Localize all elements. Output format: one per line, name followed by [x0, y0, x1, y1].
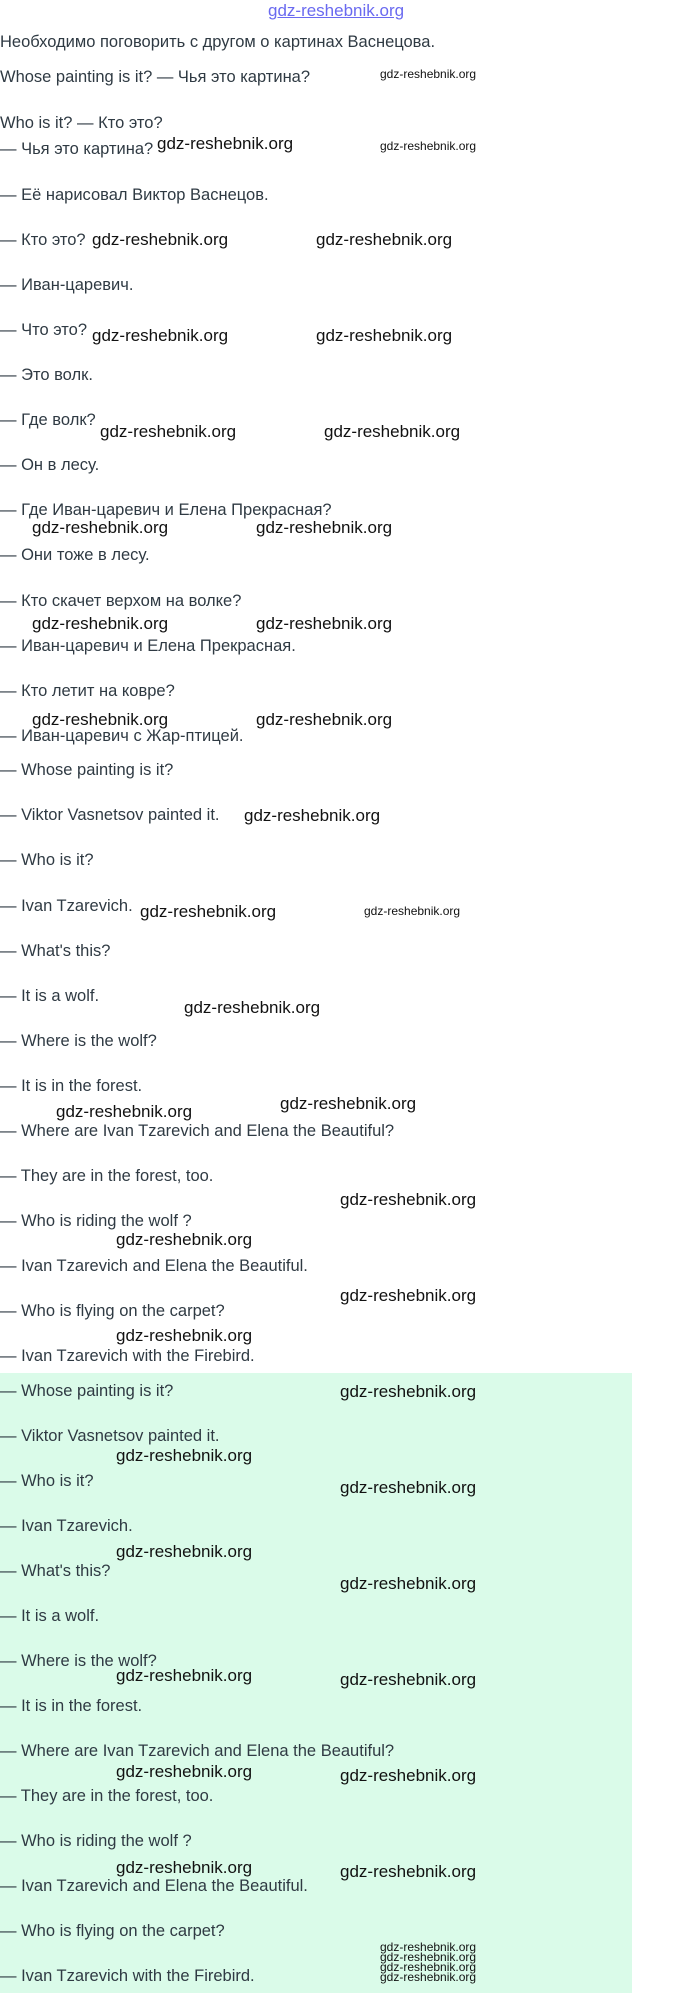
watermark: gdz-reshebnik.org — [92, 230, 229, 249]
dialog-line-en: — What's this? — [0, 942, 111, 960]
watermark: gdz-reshebnik.org — [280, 1094, 417, 1113]
watermark: gdz-reshebnik.org — [316, 326, 453, 345]
dialog-line-en: — Whose painting is it? — [0, 761, 174, 779]
watermark: gdz-reshebnik.org — [116, 1446, 253, 1465]
watermark: gdz-reshebnik.org — [380, 67, 477, 81]
answer-line: — What's this? — [0, 1562, 111, 1580]
answer-line: — Where are Ivan Tzarevich and Elena the Beautiful? — [0, 1742, 395, 1760]
dialog-line-ru: — Что это? — [0, 321, 87, 339]
dialog-line-ru: — Иван-царевич и Елена Прекрасная. — [0, 637, 296, 655]
answer-line: — Who is riding the wolf ? — [0, 1832, 192, 1850]
answer-line: — Ivan Tzarevich. — [0, 1517, 133, 1535]
watermark: gdz-reshebnik.org — [32, 518, 169, 537]
watermark: gdz-reshebnik.org — [244, 806, 381, 825]
watermark: gdz-reshebnik.org — [256, 710, 393, 729]
answer-line: — Viktor Vasnetsov painted it. — [0, 1427, 220, 1445]
watermark: gdz-reshebnik.org — [116, 1230, 253, 1249]
dialog-line-en: — It is a wolf. — [0, 987, 100, 1005]
answer-line: — Where is the wolf? — [0, 1652, 157, 1670]
watermark: gdz-reshebnik.org — [340, 1670, 477, 1689]
watermark: gdz-reshebnik.org — [116, 1542, 253, 1561]
watermark: gdz-reshebnik.org — [32, 614, 169, 633]
watermark: gdz-reshebnik.org — [340, 1478, 477, 1497]
watermark: gdz-reshebnik.org — [256, 614, 393, 633]
dialog-line-ru: — Чья это картина? — [0, 140, 154, 158]
watermark: gdz-reshebnik.org — [380, 1960, 477, 1974]
watermark: gdz-reshebnik.org — [116, 1762, 253, 1781]
watermark: gdz-reshebnik.org — [324, 422, 461, 441]
intro-text: Необходимо поговорить с другом о картинах Васнецова. — [0, 33, 436, 51]
watermark: gdz-reshebnik.org — [184, 998, 321, 1017]
watermark: gdz-reshebnik.org — [316, 230, 453, 249]
answer-line: — It is in the forest. — [0, 1697, 143, 1715]
dialog-line-en: — Who is it? — [0, 851, 94, 869]
dialog-line-ru: — Они тоже в лесу. — [0, 546, 150, 564]
dialog-line-en: — Ivan Tzarevich with the Firebird. — [0, 1347, 255, 1365]
watermark: gdz-reshebnik.org — [364, 904, 461, 918]
answer-line: — Who is it? — [0, 1472, 94, 1490]
dialog-line-ru: — Кто летит на ковре? — [0, 682, 175, 700]
watermark: gdz-reshebnik.org — [92, 326, 229, 345]
watermark: gdz-reshebnik.org — [157, 134, 294, 153]
watermark: gdz-reshebnik.org — [256, 518, 393, 537]
dialog-line-en: — Who is riding the wolf ? — [0, 1212, 192, 1230]
phrase: Who is it? — Кто это? — [0, 114, 163, 132]
watermark: gdz-reshebnik.org — [56, 1102, 193, 1121]
dialog-line-ru: — Где волк? — [0, 411, 96, 429]
dialog-line-ru: — Кто это? — [0, 231, 86, 249]
dialog-line-en: — Ivan Tzarevich and Elena the Beautiful. — [0, 1257, 308, 1275]
site-link[interactable]: gdz-reshebnik.org — [268, 1, 405, 20]
dialog-line-ru: — Иван-царевич с Жар-птицей. — [0, 727, 244, 745]
dialog-line-ru: — Это волк. — [0, 366, 93, 384]
answer-line: — Who is flying on the carpet? — [0, 1922, 225, 1940]
watermark: gdz-reshebnik.org — [116, 1858, 253, 1877]
dialog-line-ru: — Иван-царевич. — [0, 276, 134, 294]
watermark: gdz-reshebnik.org — [380, 1940, 477, 1954]
watermark: gdz-reshebnik.org — [32, 710, 169, 729]
dialog-line-en: — Viktor Vasnetsov painted it. — [0, 806, 220, 824]
phrase: Whose painting is it? — Чья это картина? — [0, 68, 311, 86]
dialog-line-ru: — Он в лесу. — [0, 456, 100, 474]
dialog-line-en: — Where are Ivan Tzarevich and Elena the Beautiful? — [0, 1122, 395, 1140]
answer-line: — Ivan Tzarevich with the Firebird. — [0, 1967, 255, 1985]
watermark: gdz-reshebnik.org — [380, 1950, 477, 1964]
answer-line: — They are in the forest, too. — [0, 1787, 214, 1805]
answer-line: — Whose painting is it? — [0, 1382, 174, 1400]
watermark: gdz-reshebnik.org — [340, 1766, 477, 1785]
watermark: gdz-reshebnik.org — [340, 1382, 477, 1401]
watermark: gdz-reshebnik.org — [380, 1970, 477, 1984]
answer-line: — Ivan Tzarevich and Elena the Beautiful. — [0, 1877, 308, 1895]
dialog-line-en: — Who is flying on the carpet? — [0, 1302, 225, 1320]
dialog-line-ru: — Её нарисовал Виктор Васнецов. — [0, 186, 269, 204]
watermark: gdz-reshebnik.org — [340, 1862, 477, 1881]
watermark: gdz-reshebnik.org — [340, 1190, 477, 1209]
dialog-line-en: — It is in the forest. — [0, 1077, 143, 1095]
dialog-line-en: — They are in the forest, too. — [0, 1167, 214, 1185]
answer-box — [0, 1373, 632, 1993]
dialog-line-ru: — Кто скачет верхом на волке? — [0, 592, 242, 610]
dialog-line-en: — Ivan Tzarevich. — [0, 897, 133, 915]
dialog-line-ru: — Где Иван-царевич и Елена Прекрасная? — [0, 501, 332, 519]
watermark: gdz-reshebnik.org — [340, 1286, 477, 1305]
watermark: gdz-reshebnik.org — [140, 902, 277, 921]
dialog-line-en: — Where is the wolf? — [0, 1032, 157, 1050]
watermark: gdz-reshebnik.org — [100, 422, 237, 441]
answer-line: — It is a wolf. — [0, 1607, 100, 1625]
watermark: gdz-reshebnik.org — [116, 1666, 253, 1685]
watermark: gdz-reshebnik.org — [380, 139, 477, 153]
watermark: gdz-reshebnik.org — [116, 1326, 253, 1345]
watermark: gdz-reshebnik.org — [340, 1574, 477, 1593]
